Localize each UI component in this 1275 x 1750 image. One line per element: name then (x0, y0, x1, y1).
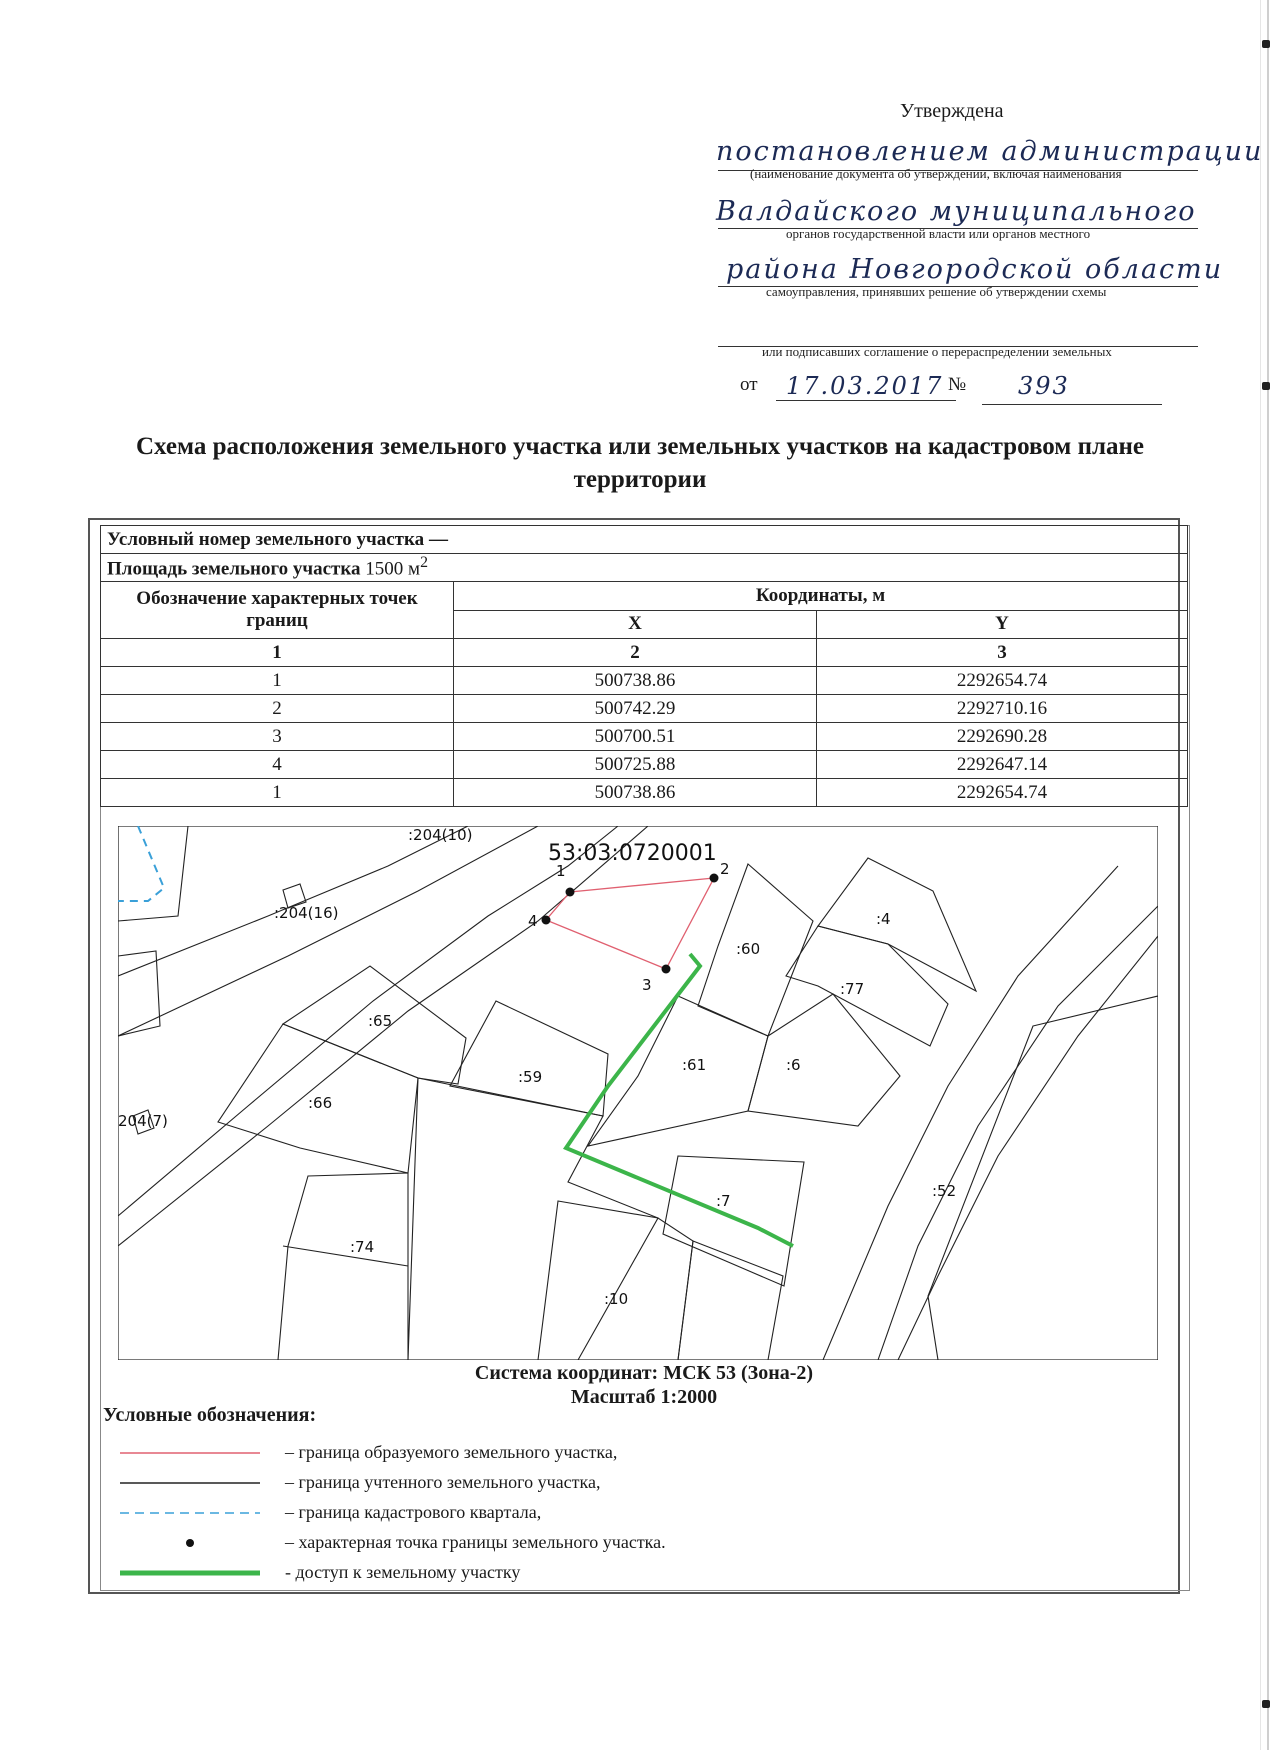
parcel-label: :65 (368, 1012, 393, 1030)
approved-title: Утверждена (900, 100, 1004, 122)
coordinate-system: Система координат: МСК 53 (Зона-2) (474, 1362, 814, 1384)
y-cell: 2292654.74 (817, 667, 1188, 695)
handwritten-line: постановлением администрации (716, 136, 1264, 167)
scan-edge (1260, 0, 1261, 1750)
handwritten-line: Валдайского муниципального (716, 196, 1197, 227)
legend-text: – граница образуемого земельного участка, (285, 1442, 618, 1462)
coordinates-table (100, 525, 1188, 807)
underline (982, 404, 1162, 405)
map-scale: Масштаб 1:2000 (570, 1386, 718, 1408)
column-number: 3 (817, 639, 1188, 667)
boundary-point (566, 888, 575, 897)
column-number: 2 (454, 639, 817, 667)
table-row (101, 667, 1188, 695)
caption: органов государственной власти или органов местного (786, 226, 1091, 241)
table-row (101, 695, 1188, 723)
legend-item (120, 1528, 780, 1558)
table-row (101, 554, 1188, 582)
parcel-label: :10 (604, 1290, 629, 1308)
y-header: Y (817, 610, 1188, 639)
point-label: 3 (642, 976, 652, 994)
red-line-symbol (120, 1438, 260, 1468)
quarter-label: 53:03:0720001 (548, 841, 717, 866)
coords-header: Координаты, м (454, 582, 1188, 611)
legend-item (120, 1468, 780, 1498)
column-number: 1 (101, 639, 454, 667)
scan-mark (1262, 1700, 1270, 1708)
x-cell: 500738.86 (454, 667, 817, 695)
boundary-point (662, 965, 671, 974)
table-row (101, 526, 1188, 554)
scan-mark (1262, 382, 1270, 390)
point-cell: 3 (101, 723, 454, 751)
black-dot-symbol (120, 1528, 260, 1558)
area-cell (101, 554, 1188, 582)
approval-number: 393 (1018, 372, 1070, 400)
underline (776, 400, 956, 401)
legend-item (120, 1498, 780, 1528)
legend-text: – граница кадастрового квартала, (285, 1502, 542, 1522)
legend-item (120, 1558, 780, 1588)
parcel-number-value: — (428, 528, 448, 550)
x-cell: 500742.29 (454, 695, 817, 723)
point-label: 4 (528, 912, 538, 930)
point-cell: 1 (101, 779, 454, 807)
boundary-point (710, 874, 719, 883)
area-value: 1500 м (365, 558, 421, 580)
boundary-point (542, 916, 551, 925)
parcel-label: :77 (840, 980, 865, 998)
caption: самоуправления, принявших решение об утверждении схемы (766, 284, 1107, 299)
legend-text: - доступ к земельному участку (285, 1562, 521, 1582)
caption: или подписавших соглашение о перераспределении земельных (762, 344, 1112, 359)
table-row (101, 779, 1188, 807)
point-cell: 2 (101, 695, 454, 723)
handwritten-line: района Новгородской области (726, 254, 1224, 285)
parcel-label: :74 (350, 1238, 375, 1256)
date-label: от (740, 374, 758, 395)
area-unit-sup: 2 (420, 554, 428, 572)
y-cell: 2292647.14 (817, 751, 1188, 779)
approval-date: 17.03.2017 (786, 372, 944, 400)
caption: (наименование документа об утверждении, включая наименования (750, 166, 1122, 181)
legend-item (120, 1438, 780, 1468)
parcel-label: :204(10) (408, 826, 473, 844)
point-cell: 1 (101, 667, 454, 695)
point-cell: 4 (101, 751, 454, 779)
scan-edge (1267, 0, 1269, 1750)
parcel-label: :66 (308, 1094, 333, 1112)
parcel-number-cell (101, 526, 1188, 554)
legend-title: Условные обозначения: (103, 1404, 317, 1426)
point-label: 1 (556, 862, 566, 880)
x-cell: 500738.86 (454, 779, 817, 807)
parcel-label: 204(7) (118, 1112, 168, 1130)
y-cell: 2292710.16 (817, 695, 1188, 723)
parcel-label: :61 (682, 1056, 707, 1074)
table-row (101, 582, 1188, 611)
y-cell: 2292654.74 (817, 779, 1188, 807)
x-header: X (454, 610, 817, 639)
x-cell: 500700.51 (454, 723, 817, 751)
point-header: Обозначение характерных точек границ (101, 582, 454, 639)
area-label: Площадь земельного участка (107, 558, 361, 580)
x-cell: 500725.88 (454, 751, 817, 779)
cadastral-map (118, 826, 1158, 1360)
parcel-label: :4 (876, 910, 891, 928)
parcel-label: :6 (786, 1056, 801, 1074)
table-row (101, 639, 1188, 667)
number-label: № (948, 374, 967, 395)
parcel-label: :60 (736, 940, 761, 958)
parcel-label: :7 (716, 1192, 731, 1210)
y-cell: 2292690.28 (817, 723, 1188, 751)
parcel-label: :204(16) (274, 904, 339, 922)
legend-text: – характерная точка границы земельного участка. (285, 1532, 666, 1552)
blue-dashed-line-symbol (120, 1498, 260, 1528)
document-title: Схема расположения земельного участка или земельных участков на кадастровом плане территории (135, 433, 1145, 493)
legend-text: – граница учтенного земельного участка, (285, 1472, 601, 1492)
table-row (101, 723, 1188, 751)
point-label: 2 (720, 860, 730, 878)
scan-mark (1262, 40, 1270, 48)
table-row (101, 751, 1188, 779)
parcel-label: :52 (932, 1182, 957, 1200)
parcel-number-label: Условный номер земельного участка (107, 528, 425, 550)
green-thick-line-symbol (120, 1558, 260, 1588)
parcel-label: :59 (518, 1068, 543, 1086)
black-line-symbol (120, 1468, 260, 1498)
